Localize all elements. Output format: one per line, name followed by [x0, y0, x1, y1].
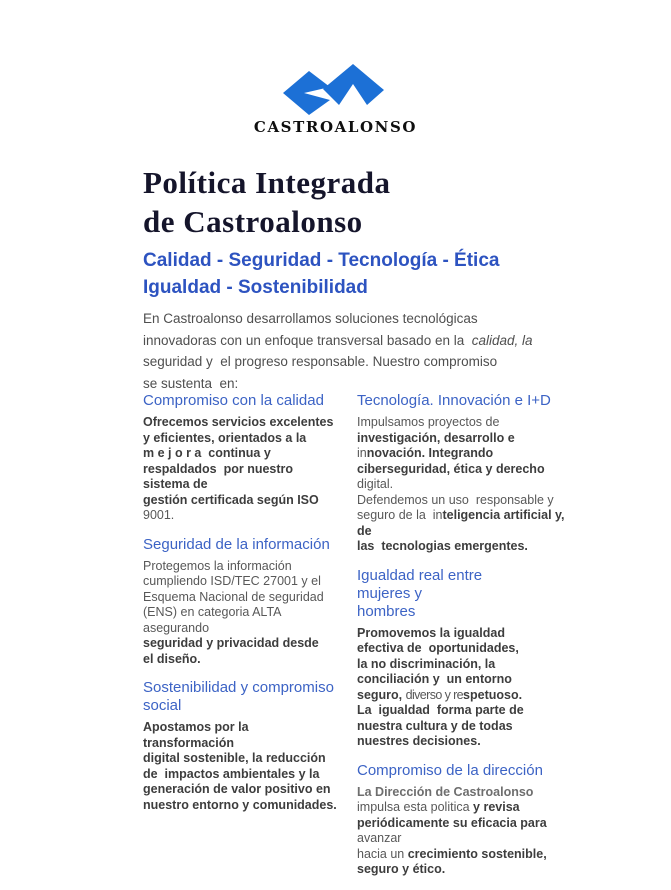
- text-run: Promovemos la igualdad: [357, 625, 505, 640]
- section-body: [357, 626, 581, 750]
- section-heading: [143, 536, 339, 554]
- text-run: conciliación y un entorno: [357, 672, 512, 686]
- text-run: gestión certificada según ISO: [143, 492, 319, 507]
- body-line: [357, 446, 581, 462]
- body-line: [143, 493, 339, 509]
- body-line: [357, 734, 581, 750]
- body-line: [357, 672, 581, 688]
- text-run: seguridad y el progreso responsable. Nuestro compromiso: [143, 354, 498, 369]
- text-run: y revisa: [473, 800, 520, 814]
- section-heading: [357, 567, 581, 621]
- body-line: [357, 508, 581, 539]
- body-line: [357, 785, 581, 801]
- section-heading: [357, 762, 581, 780]
- body-line: [143, 559, 339, 575]
- text-run: avanzar: [357, 831, 402, 845]
- section-heading-line: Seguridad de la información: [143, 535, 330, 553]
- text-run: seguro,: [357, 687, 406, 702]
- text-run: nuestra cultura y de todas: [357, 718, 513, 733]
- body-line: [143, 782, 339, 798]
- text-run: novación. Integrando: [366, 446, 494, 460]
- section-body: [143, 559, 339, 668]
- left-column: [143, 392, 339, 825]
- page-subtitle-line-1: Calidad - Seguridad - Tecnología - Ética: [143, 250, 500, 271]
- text-run: efectiva de oportunidades,: [357, 641, 519, 655]
- intro-line: [143, 373, 553, 395]
- page-title-line-1: Política Integrada: [143, 165, 391, 200]
- section-heading-line: Tecnología. Innovación e I+D: [357, 392, 551, 409]
- body-line: [143, 636, 339, 652]
- body-line: [357, 493, 581, 509]
- text-run: innovadoras con un enfoque transversal basado en la: [143, 332, 472, 348]
- page-subtitle: [143, 247, 499, 301]
- intro-paragraph: [143, 308, 553, 394]
- text-run: generación de valor positivo en: [143, 782, 331, 796]
- text-run: el diseño.: [143, 651, 201, 666]
- text-run: investigación, desarrollo e: [357, 430, 515, 445]
- castroalonso-logo-icon: [283, 64, 388, 116]
- text-run: teligencia artificial y, de: [357, 508, 569, 538]
- body-line: [357, 462, 581, 493]
- body-line: [143, 751, 339, 767]
- intro-line: [143, 351, 553, 373]
- text-run: En Castroalonso desarrollamos soluciones tecnológicas: [143, 311, 478, 326]
- body-line: [143, 477, 339, 493]
- text-run: Protegemos la información: [143, 558, 292, 573]
- text-run: (ENS) en categoria ALTA asegurando: [143, 605, 285, 635]
- text-run: in: [357, 446, 367, 460]
- text-run: cumpliendo ISD/TEC 27001 y el: [143, 574, 321, 588]
- text-run: calidad, la: [471, 332, 533, 348]
- company-logo: [226, 64, 446, 136]
- text-run: m e j o r a continua y: [143, 446, 271, 460]
- text-run: La igualdad forma parte de: [357, 703, 524, 717]
- section-heading-line: social: [143, 697, 182, 714]
- text-run: seguro y ético.: [357, 862, 446, 876]
- text-run: nuestres decisiones.: [357, 734, 481, 748]
- page-subtitle-line-2: Igualdad - Sostenibilidad: [143, 277, 368, 298]
- text-run: la no discriminación, la: [357, 656, 496, 671]
- section-body: [357, 415, 581, 555]
- section-body: [143, 415, 339, 524]
- body-line: [357, 431, 581, 447]
- policy-section: [143, 536, 339, 668]
- logo-wordmark: CASTROALONSO: [253, 118, 418, 136]
- body-line: [143, 431, 339, 447]
- text-run: hacia un: [357, 846, 408, 861]
- body-line: [357, 626, 581, 642]
- body-line: [357, 641, 581, 657]
- body-line: [357, 539, 581, 555]
- body-line: [143, 605, 339, 636]
- logo-left-arrow-shape: [283, 71, 330, 115]
- body-line: [357, 800, 581, 816]
- text-run: periódicamente su eficacia para: [357, 815, 547, 830]
- text-run: spetuoso.: [463, 687, 523, 702]
- text-run: La Dirección de Castroalonso: [357, 784, 534, 799]
- text-run: digital sostenible, la reducción: [143, 751, 326, 765]
- body-line: [143, 798, 339, 814]
- intro-line: [143, 330, 553, 352]
- text-run: Impulsamos proyectos de: [357, 415, 500, 429]
- text-run: sistema de: [143, 477, 208, 491]
- body-line: [357, 719, 581, 735]
- policy-section: [357, 567, 581, 750]
- text-run: 9001.: [143, 508, 175, 522]
- section-heading: [143, 392, 339, 410]
- page-title-line-2: de Castroalonso: [143, 204, 363, 239]
- policy-section: [357, 762, 581, 878]
- text-run: impulsa esta politica: [357, 800, 474, 814]
- body-line: [357, 688, 581, 704]
- text-run: nuestro entorno y comunidades.: [143, 797, 337, 812]
- text-run: diverso y re: [405, 687, 464, 702]
- text-run: seguridad y privacidad desde: [143, 636, 319, 650]
- text-run: y eficientes, orientados a la: [143, 430, 307, 445]
- body-line: [357, 831, 581, 847]
- text-run: Apostamos por la transformación: [143, 720, 253, 750]
- policy-section: [357, 392, 581, 555]
- text-run: las tecnologias emergentes.: [357, 539, 528, 553]
- text-run: Esquema Nacional de seguridad: [143, 589, 324, 604]
- section-heading-line: Igualdad real entre: [357, 566, 483, 584]
- text-run: se sustenta en:: [143, 375, 239, 391]
- body-line: [357, 816, 581, 832]
- body-line: [143, 767, 339, 783]
- body-line: [357, 847, 581, 863]
- section-heading: [143, 679, 339, 715]
- text-run: ciberseguridad, ética y derecho: [357, 461, 545, 476]
- body-line: [357, 415, 581, 431]
- text-run: Ofrecemos servicios excelentes: [143, 415, 334, 429]
- right-column: [357, 392, 581, 890]
- body-line: [143, 415, 339, 431]
- section-heading: [357, 392, 581, 410]
- text-run: respaldados por nuestro: [143, 461, 294, 476]
- body-line: [143, 508, 339, 524]
- body-line: [143, 590, 339, 606]
- page-title: [143, 163, 391, 241]
- text-run: seguro de la in: [357, 508, 443, 522]
- body-line: [143, 720, 339, 751]
- text-run: Defendemos un uso responsable y: [357, 492, 554, 507]
- policy-section: [143, 392, 339, 524]
- body-line: [357, 657, 581, 673]
- text-run: digital.: [357, 461, 552, 491]
- policy-section: [143, 679, 339, 813]
- text-run: de impactos ambientales y la: [143, 766, 320, 781]
- body-line: [143, 574, 339, 590]
- text-run: crecimiento sostenible,: [407, 846, 547, 861]
- section-heading-line: hombres: [357, 602, 416, 620]
- section-heading-line: Compromiso con la calidad: [143, 392, 324, 409]
- section-body: [357, 785, 581, 878]
- body-line: [357, 862, 581, 878]
- section-heading-line: Sostenibilidad y compromiso: [143, 679, 334, 696]
- body-line: [143, 446, 339, 462]
- section-heading-line: mujeres y: [357, 584, 423, 602]
- body-line: [357, 703, 581, 719]
- logo-right-chevron-shape: [323, 64, 384, 105]
- intro-line: [143, 308, 553, 330]
- body-line: [143, 652, 339, 668]
- body-line: [143, 462, 339, 478]
- policy-columns: [143, 392, 581, 890]
- section-heading-line: Compromiso de la dirección: [357, 761, 543, 779]
- section-body: [143, 720, 339, 813]
